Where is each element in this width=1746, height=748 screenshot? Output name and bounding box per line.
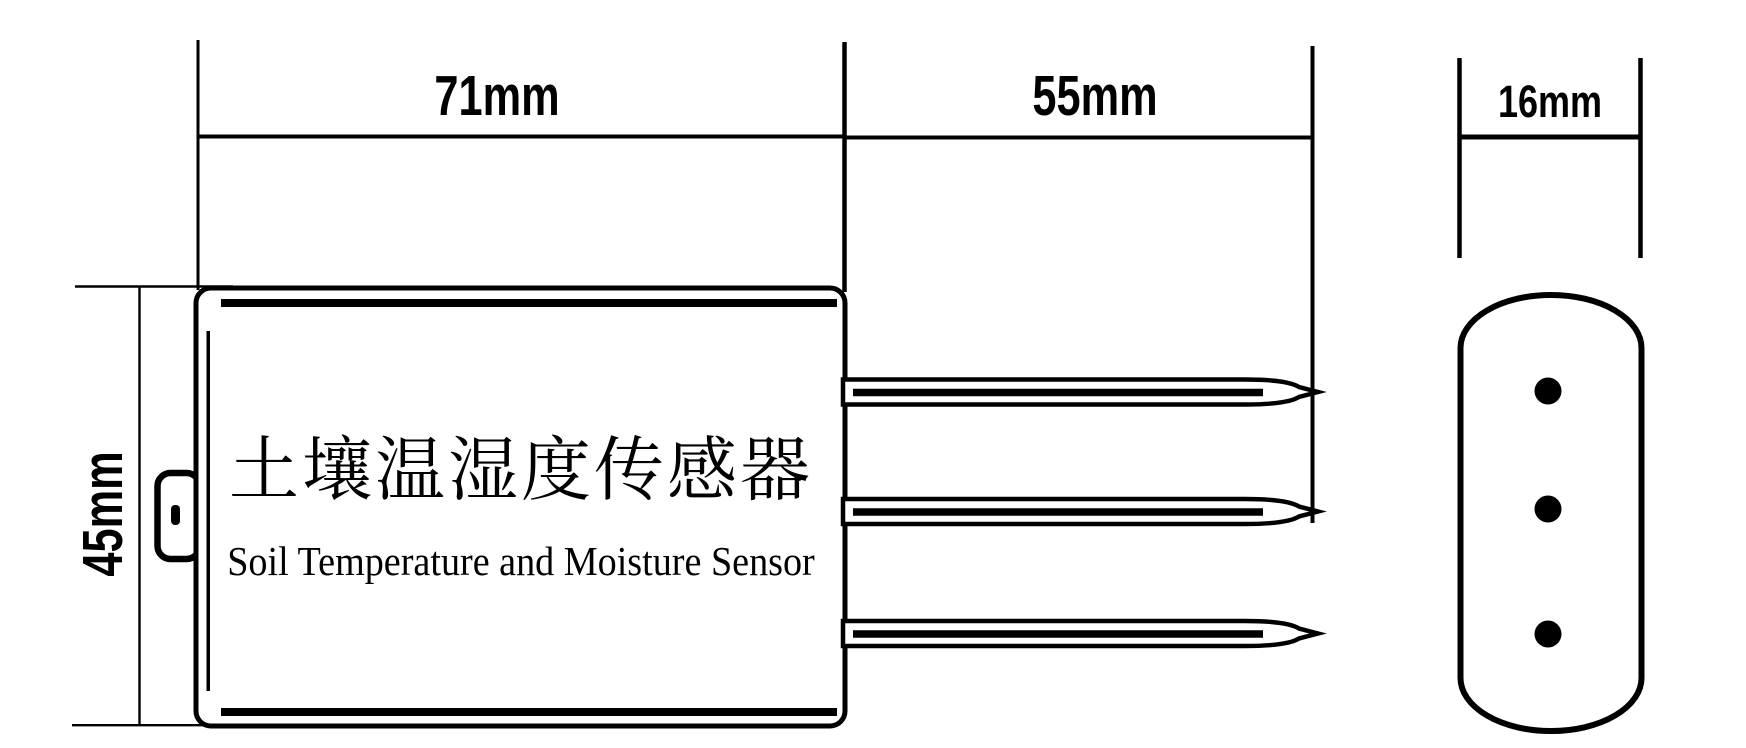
probe-top xyxy=(843,380,1318,405)
body-inner-bottom-line xyxy=(221,708,837,716)
body-inner-top-line xyxy=(221,299,837,307)
probe-middle xyxy=(843,499,1318,524)
side-view-hole-middle xyxy=(1535,496,1562,523)
dimension-label-71mm: 71mm xyxy=(434,64,560,128)
side-view-hole-bottom xyxy=(1535,621,1562,648)
side-view-hole-top xyxy=(1535,378,1562,405)
dimension-label-55mm: 55mm xyxy=(1032,64,1158,128)
product-title-english: Soil Temperature and Moisture Sensor xyxy=(227,538,815,584)
product-title-chinese: 土壤温湿度传感器 xyxy=(229,431,813,509)
probe-bottom xyxy=(843,621,1318,646)
dimension-label-45mm: 45mm xyxy=(71,451,135,577)
side-clip-slot xyxy=(171,505,180,525)
dimension-label-16mm: 16mm xyxy=(1497,76,1603,127)
